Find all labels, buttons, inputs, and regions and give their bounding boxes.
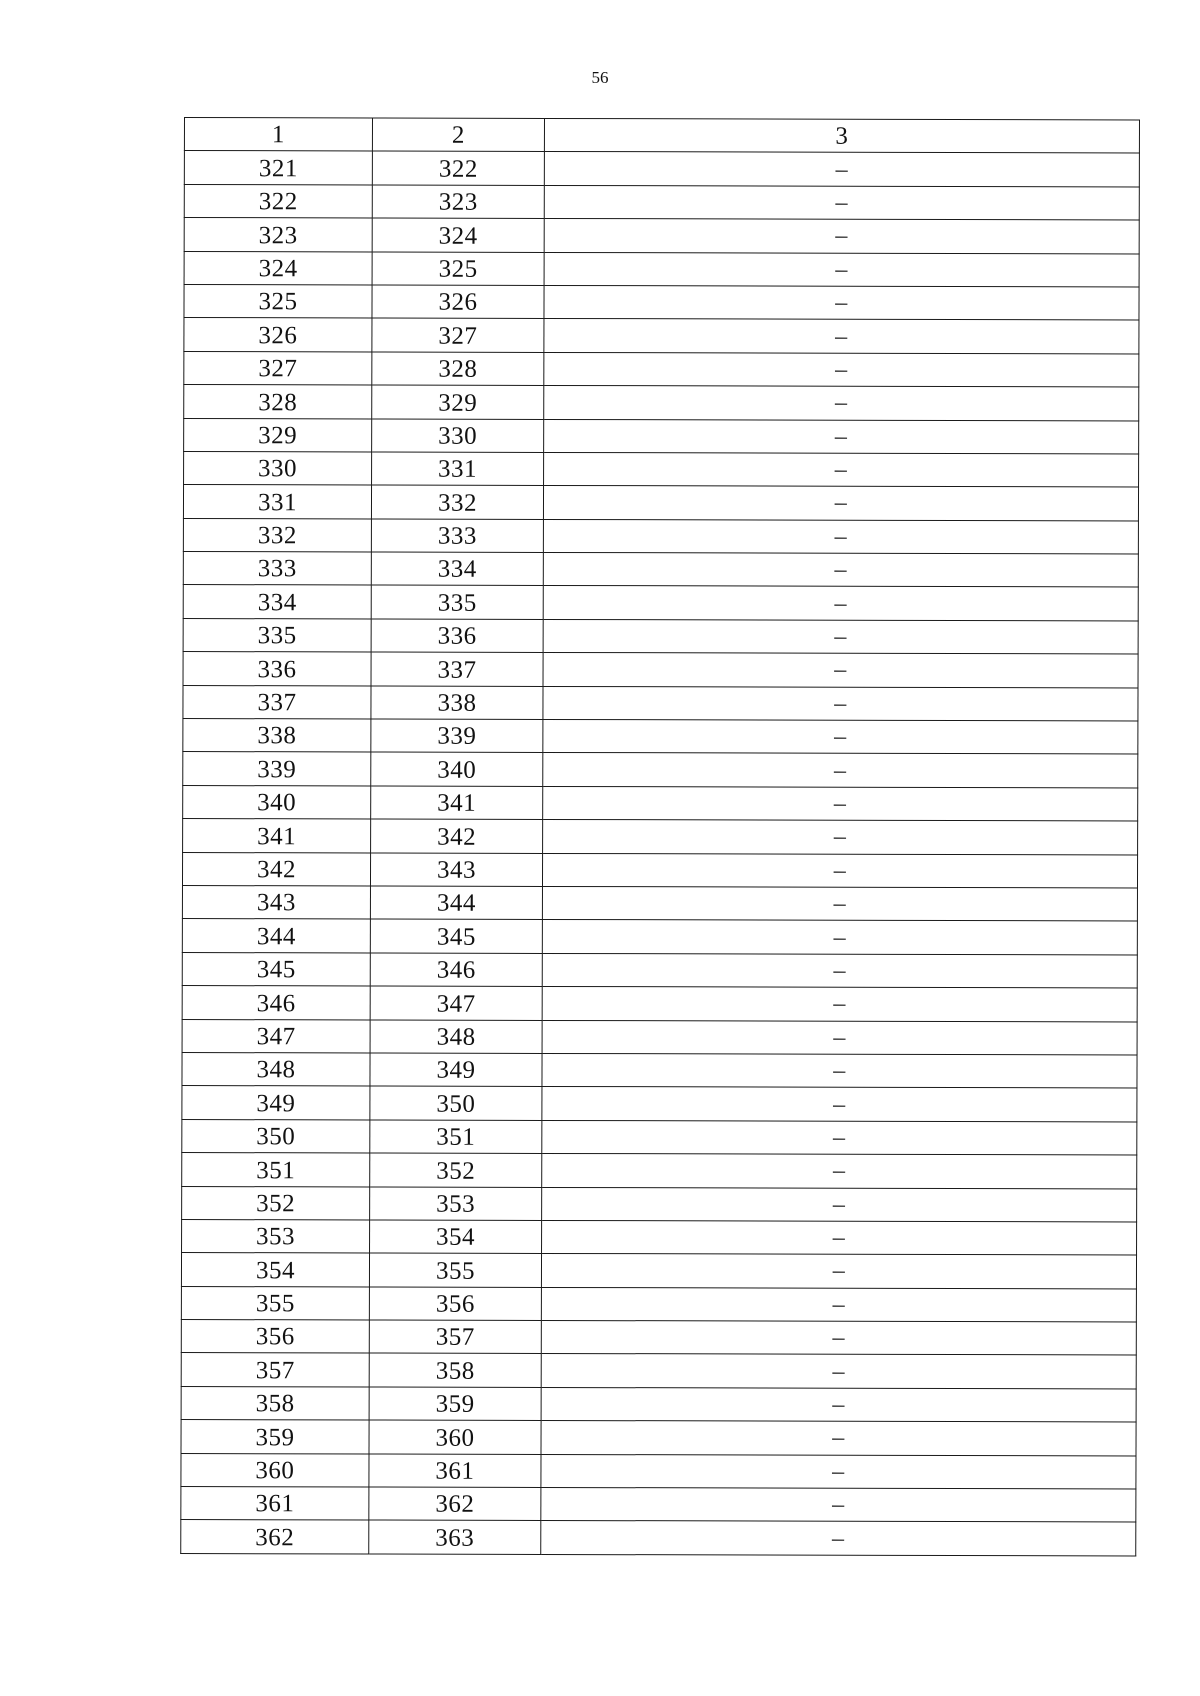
table-cell-col-3: –: [543, 820, 1138, 855]
table-cell-col-1: 360: [181, 1453, 369, 1487]
table-cell-col-3: –: [541, 1254, 1136, 1289]
table-row: [182, 1019, 1137, 1055]
table-cell-col-3: –: [541, 1387, 1136, 1422]
table-cell-col-1: 331: [183, 485, 371, 519]
table-row: [182, 1119, 1137, 1155]
table-cell-col-3: –: [541, 1421, 1136, 1456]
table-row: [183, 685, 1138, 721]
column-header-2: 2: [372, 118, 544, 152]
table-cell-col-1: 325: [184, 284, 372, 318]
table-cell-col-3: –: [542, 886, 1137, 921]
table-row: [183, 585, 1138, 621]
table-cell-col-2: 344: [370, 886, 542, 920]
table-cell-col-3: –: [544, 452, 1139, 487]
table-cell-col-1: 326: [184, 318, 372, 352]
table-cell-col-1: 338: [183, 719, 371, 753]
table-cell-col-3: –: [541, 1454, 1136, 1489]
table-row: [184, 184, 1139, 220]
table-cell-col-1: 354: [181, 1253, 369, 1287]
table-cell-col-3: –: [544, 419, 1139, 454]
table-cell-col-3: –: [544, 252, 1139, 287]
table-cell-col-2: 348: [370, 1020, 542, 1054]
table-cell-col-1: 322: [184, 184, 372, 218]
table-cell-col-3: –: [544, 285, 1139, 320]
table-cell-col-3: –: [541, 1521, 1136, 1556]
table-row: [182, 1186, 1137, 1222]
table-body: [181, 151, 1140, 1556]
table-cell-col-3: –: [544, 386, 1139, 421]
table-row: [183, 819, 1138, 855]
table-cell-col-2: 331: [372, 452, 544, 486]
table-row: [184, 451, 1139, 487]
table-cell-col-2: 345: [370, 919, 542, 953]
table-row: [184, 385, 1139, 421]
table-cell-col-1: 357: [181, 1353, 369, 1387]
table-cell-col-1: 328: [184, 385, 372, 419]
table-cell-col-1: 347: [182, 1019, 370, 1053]
table-cell-col-3: –: [542, 1053, 1137, 1088]
table-row: [182, 885, 1137, 921]
table-cell-col-1: 350: [182, 1119, 370, 1153]
page-number: 56: [591, 68, 609, 87]
table-cell-col-2: 340: [371, 752, 543, 786]
table-cell-col-3: –: [541, 1354, 1136, 1389]
table-cell-col-2: 354: [370, 1220, 542, 1254]
table-cell-col-1: 336: [183, 652, 371, 686]
table-cell-col-2: 329: [372, 385, 544, 419]
table-cell-col-2: 339: [371, 719, 543, 753]
table-row: [181, 1386, 1136, 1422]
table-row: [183, 618, 1138, 654]
table-cell-col-2: 324: [372, 218, 544, 252]
table-row: [182, 1219, 1137, 1255]
table-cell-col-2: 332: [371, 485, 543, 519]
table-row: [184, 284, 1139, 320]
table-cell-col-1: 362: [181, 1520, 369, 1554]
table-cell-col-2: 335: [371, 585, 543, 619]
table-cell-col-2: 341: [371, 786, 543, 820]
table-row: [184, 251, 1139, 287]
table-cell-col-2: 356: [369, 1287, 541, 1321]
table-cell-col-2: 353: [370, 1186, 542, 1220]
table-cell-col-2: 337: [371, 652, 543, 686]
table-row: [183, 719, 1138, 755]
table-cell-col-2: 363: [369, 1520, 541, 1554]
table-row: [182, 952, 1137, 988]
table-cell-col-3: –: [542, 1187, 1137, 1222]
table-cell-col-2: 359: [369, 1387, 541, 1421]
table-cell-col-1: 321: [184, 151, 372, 185]
table-cell-col-1: 339: [183, 752, 371, 786]
table-cell-col-1: 346: [182, 986, 370, 1020]
table-cell-col-1: 340: [183, 785, 371, 819]
table-cell-col-1: 345: [182, 952, 370, 986]
table-cell-col-2: 347: [370, 986, 542, 1020]
table-row: [183, 785, 1138, 821]
table-cell-col-3: –: [543, 753, 1138, 788]
table-row: [184, 318, 1139, 354]
table-cell-col-3: –: [541, 1321, 1136, 1356]
table-cell-col-2: 355: [369, 1253, 541, 1287]
table-cell-col-3: –: [542, 1087, 1137, 1122]
table-cell-col-1: 351: [182, 1153, 370, 1187]
table-cell-col-1: 358: [181, 1386, 369, 1420]
table-cell-col-3: –: [543, 519, 1138, 554]
table-cell-col-3: –: [544, 185, 1139, 220]
table-cell-col-2: 326: [372, 285, 544, 319]
table-cell-col-3: –: [543, 553, 1138, 588]
table-row: [183, 518, 1138, 554]
table-cell-col-3: –: [544, 319, 1139, 354]
table-row: [184, 351, 1139, 387]
column-header-1: 1: [184, 118, 372, 152]
table-cell-col-3: –: [542, 953, 1137, 988]
table-cell-col-1: 352: [182, 1186, 370, 1220]
table-cell-col-1: 361: [181, 1487, 369, 1521]
table-cell-col-1: 323: [184, 218, 372, 252]
table-row: [181, 1353, 1136, 1389]
table-cell-col-3: –: [543, 686, 1138, 721]
table-cell-col-1: 349: [182, 1086, 370, 1120]
table-cell-col-2: 362: [369, 1487, 541, 1521]
table-cell-col-2: 327: [372, 318, 544, 352]
table-cell-col-2: 334: [371, 552, 543, 586]
table-row: [181, 1487, 1136, 1523]
table-cell-col-2: 346: [370, 953, 542, 987]
table-cell-col-3: –: [542, 1120, 1137, 1155]
table-row: [182, 1153, 1137, 1189]
table-cell-col-3: –: [543, 719, 1138, 754]
table-cell-col-2: 322: [372, 151, 544, 185]
table-cell-col-2: 336: [371, 619, 543, 653]
table-cell-col-3: –: [544, 219, 1139, 254]
table-cell-col-1: 333: [183, 552, 371, 586]
table-row: [181, 1320, 1136, 1356]
table-cell-col-2: 328: [372, 352, 544, 386]
table-row: [182, 1052, 1137, 1088]
table-cell-col-2: 351: [370, 1120, 542, 1154]
table-cell-col-3: –: [541, 1487, 1136, 1522]
table-cell-col-2: 323: [372, 185, 544, 219]
table-row: [181, 1520, 1136, 1556]
table-cell-col-3: –: [544, 152, 1139, 187]
table-cell-col-2: 333: [371, 519, 543, 553]
table-cell-col-2: 342: [371, 819, 543, 853]
table-cell-col-1: 324: [184, 251, 372, 285]
table-cell-col-1: 343: [182, 885, 370, 919]
table-cell-col-2: 349: [370, 1053, 542, 1087]
table-cell-col-1: 330: [184, 451, 372, 485]
table-cell-col-1: 334: [183, 585, 371, 619]
table-cell-col-3: –: [543, 486, 1138, 521]
table-row: [183, 652, 1138, 688]
table-row: [184, 218, 1139, 254]
table-row: [181, 1253, 1136, 1289]
table-cell-col-2: 357: [369, 1320, 541, 1354]
table-cell-col-3: –: [542, 1154, 1137, 1189]
table-row: [182, 919, 1137, 955]
table-cell-col-3: –: [541, 1287, 1136, 1322]
table-cell-col-1: 341: [183, 819, 371, 853]
table-row: [181, 1453, 1136, 1489]
table-cell-col-1: 348: [182, 1052, 370, 1086]
table-row: [184, 418, 1139, 454]
table-cell-col-2: 330: [372, 419, 544, 453]
table-cell-col-2: 358: [369, 1353, 541, 1387]
table-cell-col-2: 338: [371, 686, 543, 720]
table-cell-col-3: –: [542, 853, 1137, 888]
table-row: [183, 752, 1138, 788]
table-row: [181, 1420, 1136, 1456]
table-row: [183, 485, 1138, 521]
table-cell-col-3: –: [542, 920, 1137, 955]
table-cell-col-3: –: [543, 786, 1138, 821]
table-cell-col-2: 361: [369, 1454, 541, 1488]
table-cell-col-1: 342: [182, 852, 370, 886]
table-cell-col-2: 350: [370, 1086, 542, 1120]
table-row: [181, 1286, 1136, 1322]
table-row: [182, 986, 1137, 1022]
table-cell-col-1: 356: [181, 1320, 369, 1354]
table-cell-col-1: 335: [183, 618, 371, 652]
table-cell-col-2: 360: [369, 1420, 541, 1454]
table-row: [182, 852, 1137, 888]
table-cell-col-2: 352: [370, 1153, 542, 1187]
table-cell-col-3: –: [542, 987, 1137, 1022]
table-header-row: [184, 118, 1139, 154]
table-cell-col-3: –: [544, 352, 1139, 387]
table-row: [184, 151, 1139, 187]
table-cell-col-2: 343: [370, 853, 542, 887]
table-cell-col-3: –: [543, 653, 1138, 688]
data-table: [180, 117, 1140, 1556]
table-cell-col-1: 332: [183, 518, 371, 552]
table-cell-col-1: 329: [184, 418, 372, 452]
table-cell-col-1: 353: [182, 1219, 370, 1253]
table-cell-col-1: 355: [181, 1286, 369, 1320]
table-cell-col-1: 327: [184, 351, 372, 385]
table-cell-col-3: –: [543, 619, 1138, 654]
table-row: [182, 1086, 1137, 1122]
table-cell-col-1: 344: [182, 919, 370, 953]
table-row: [183, 552, 1138, 588]
table-cell-col-1: 359: [181, 1420, 369, 1454]
table-cell-col-3: –: [542, 1020, 1137, 1055]
table-cell-col-1: 337: [183, 685, 371, 719]
column-header-3: 3: [544, 118, 1139, 153]
table-cell-col-3: –: [543, 586, 1138, 621]
table-cell-col-2: 325: [372, 252, 544, 286]
table-cell-col-3: –: [542, 1220, 1137, 1255]
